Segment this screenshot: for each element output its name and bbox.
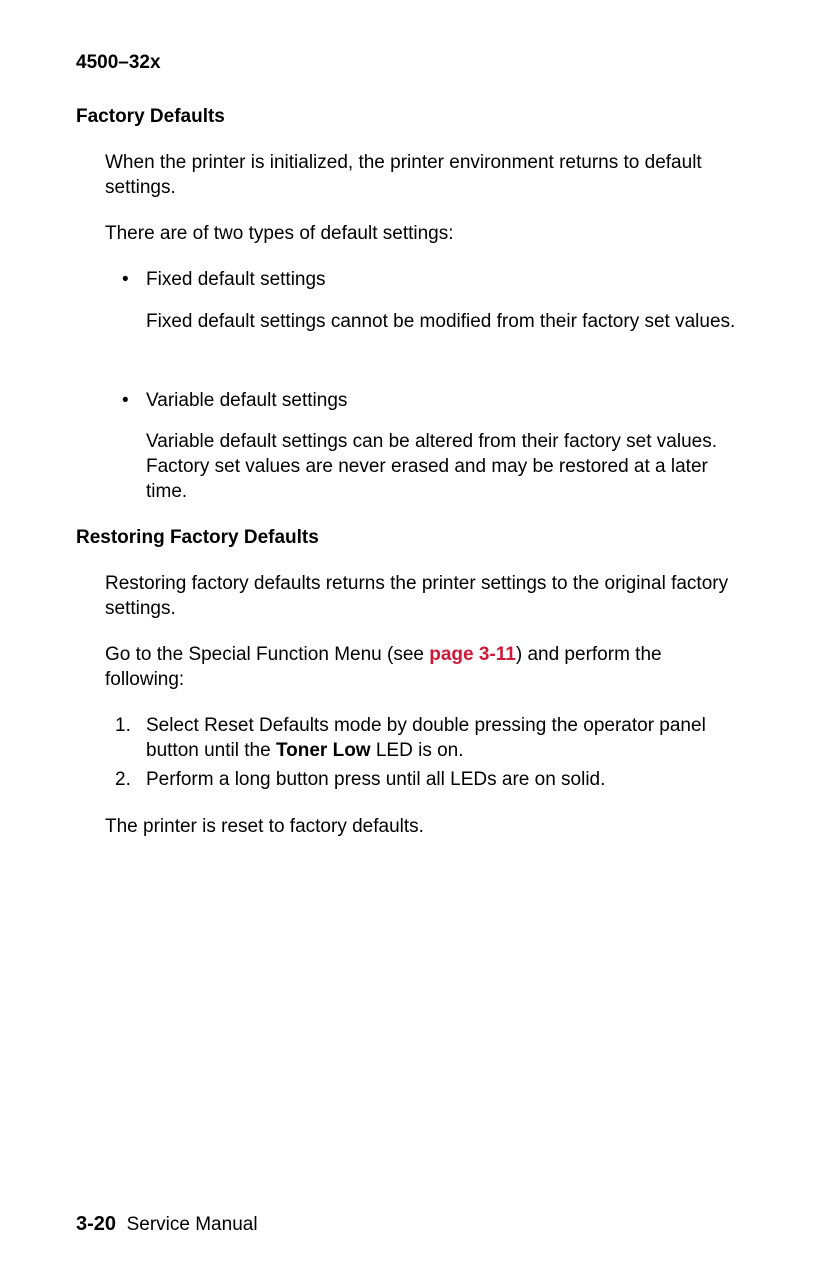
bullet-dot-icon: • bbox=[122, 269, 129, 290]
step-number-2: 2. bbox=[115, 769, 131, 790]
step-text-1-before: Select Reset Defaults mode by double pressing the operator panel button until the bbox=[146, 715, 706, 761]
factory-defaults-intro: When the printer is initialized, the printer environment returns to default settings. bbox=[105, 152, 702, 198]
restoring-intro: Restoring factory defaults returns the printer settings to the original factory settings. bbox=[105, 573, 729, 619]
bullet-label-fixed: Fixed default settings bbox=[146, 269, 326, 290]
bullet-item-variable bbox=[105, 388, 735, 413]
section-title-factory-defaults: Factory Defaults bbox=[76, 106, 225, 127]
step-text-2: Perform a long button press until all LEDs are on solid. bbox=[146, 769, 606, 790]
page-3-11-link[interactable]: page 3-11 bbox=[429, 644, 516, 665]
restoring-closing: The printer is reset to factory defaults. bbox=[105, 816, 424, 837]
step-number-1: 1. bbox=[115, 715, 131, 736]
page-footer bbox=[76, 1212, 258, 1237]
footer-page-number: 3-20 bbox=[76, 1213, 117, 1235]
bullet-item-fixed bbox=[105, 267, 735, 292]
step-item-1 bbox=[105, 713, 735, 763]
default-types-intro: There are of two types of default settings: bbox=[105, 223, 454, 244]
footer-manual-title: Service Manual bbox=[126, 1214, 258, 1235]
section-title-restoring: Restoring Factory Defaults bbox=[76, 527, 319, 548]
toner-low-label: Toner Low bbox=[275, 740, 371, 761]
goto-text-after: ) and perform the following: bbox=[105, 644, 662, 690]
goto-text-before: Go to the Special Function Menu (see bbox=[105, 644, 430, 665]
step-item-2 bbox=[105, 767, 735, 792]
bullet-label-variable: Variable default settings bbox=[146, 390, 348, 411]
bullet-dot-icon: • bbox=[122, 390, 129, 411]
step-text-1 bbox=[146, 713, 726, 763]
step-text-1-after: LED is on. bbox=[370, 740, 464, 761]
model-header: 4500–32x bbox=[76, 52, 161, 73]
bullet-description-variable: Variable default settings can be altered from their factory set values. Factory set values are never erased and may be restored at a later time. bbox=[146, 431, 718, 502]
bullet-description-fixed: Fixed default settings cannot be modified from their factory set values. bbox=[146, 311, 736, 332]
goto-instruction bbox=[105, 642, 735, 692]
